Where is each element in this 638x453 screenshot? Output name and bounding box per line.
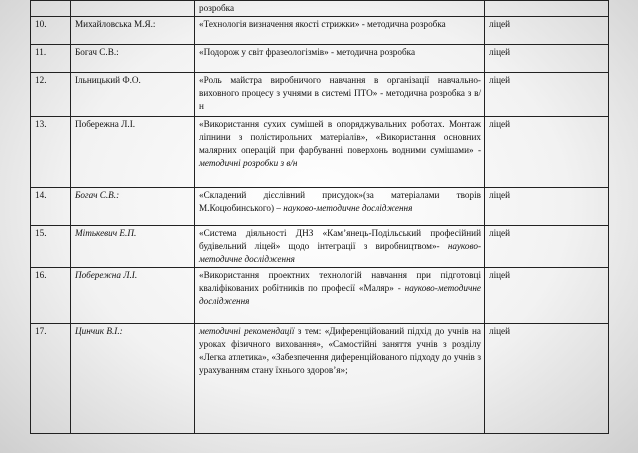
row-place: ліцей	[485, 17, 609, 45]
row-description	[195, 226, 485, 268]
table-row	[31, 73, 609, 117]
description-text: «Складений дієслівний присудок»(за матеріалами творів М.Коцюбинського) –	[199, 190, 481, 213]
description-type: методичні розробки з в/н	[199, 158, 298, 168]
row-place	[485, 1, 609, 17]
row-number: 15.	[31, 226, 71, 268]
description-type: науково-методичне дослідження	[283, 203, 413, 213]
description-type: науково-методичне дослідження	[199, 283, 481, 306]
row-author: Побережна Л.І.	[71, 117, 195, 188]
description-text: «Використання сухих сумішей в опоряджувальних роботах. Монтаж ліпнини з полістирольних матеріалів», «Використання основних малярних операцій при фарбуванні поверхонь водними сумішами» -	[199, 119, 481, 155]
row-number: 14.	[31, 188, 71, 226]
table-row	[31, 45, 609, 73]
table-row	[31, 268, 609, 324]
row-place: ліцей	[485, 73, 609, 117]
row-number: 13.	[31, 117, 71, 188]
row-author: Богач С.В.:	[71, 188, 195, 226]
row-number: 17.	[31, 324, 71, 434]
row-description: «Технологія визначення якості стрижки» - методична розробка	[195, 17, 485, 45]
description-type: методичні рекомендації	[199, 326, 295, 336]
row-description: «Роль майстра виробничого навчання в організації навчально-виховного процесу з учнями в системі ПТО» - методична розробка з в/н	[195, 73, 485, 117]
row-description	[195, 268, 485, 324]
row-number: 10.	[31, 17, 71, 45]
row-place: ліцей	[485, 226, 609, 268]
description-type: науково-методичне дослідження	[199, 241, 481, 264]
description-text: «Використання проектних технологій навчання при підготовці кваліфікованих робітників по професії «Маляр» -	[199, 270, 481, 293]
row-place: ліцей	[485, 45, 609, 73]
row-author: Цинчик В.І.:	[71, 324, 195, 434]
row-description	[195, 324, 485, 434]
row-place: ліцей	[485, 324, 609, 434]
table-row	[31, 1, 609, 17]
row-place: ліцей	[485, 188, 609, 226]
table-row	[31, 17, 609, 45]
table-row	[31, 324, 609, 434]
description-text: з тем: «Диференційований підхід до учнів на уроках фізичного виховання», «Самостійні заняття учнів з розділу «Легка атлетика», «Забезпечення диференційованого підходу до учнів з урахуванням стану їхнього здоров’я»;	[199, 326, 481, 375]
row-number: 11.	[31, 45, 71, 73]
description-text: «Система діяльності ДНЗ «Кам’янець-Подільський професійний будівельний ліцей» щодо інтеграції з виробництвом»-	[199, 228, 481, 251]
document-page	[30, 0, 608, 453]
row-number: 16.	[31, 268, 71, 324]
publications-table	[30, 0, 609, 434]
row-author	[71, 1, 195, 17]
row-author: Михайловська М.Я.:	[71, 17, 195, 45]
row-author: Богач С.В.:	[71, 45, 195, 73]
row-description	[195, 117, 485, 188]
row-place: ліцей	[485, 268, 609, 324]
row-place: ліцей	[485, 117, 609, 188]
table-row	[31, 188, 609, 226]
row-description: «Подорож у світ фразеологізмів» - методична розробка	[195, 45, 485, 73]
row-number: 12.	[31, 73, 71, 117]
row-description	[195, 188, 485, 226]
row-author: Побережна Л.І.	[71, 268, 195, 324]
row-number	[31, 1, 71, 17]
row-description: розробка	[195, 1, 485, 17]
table-row	[31, 117, 609, 188]
table-row	[31, 226, 609, 268]
row-author: Ільницький Ф.О.	[71, 73, 195, 117]
row-author: Мітькевич Е.П.	[71, 226, 195, 268]
